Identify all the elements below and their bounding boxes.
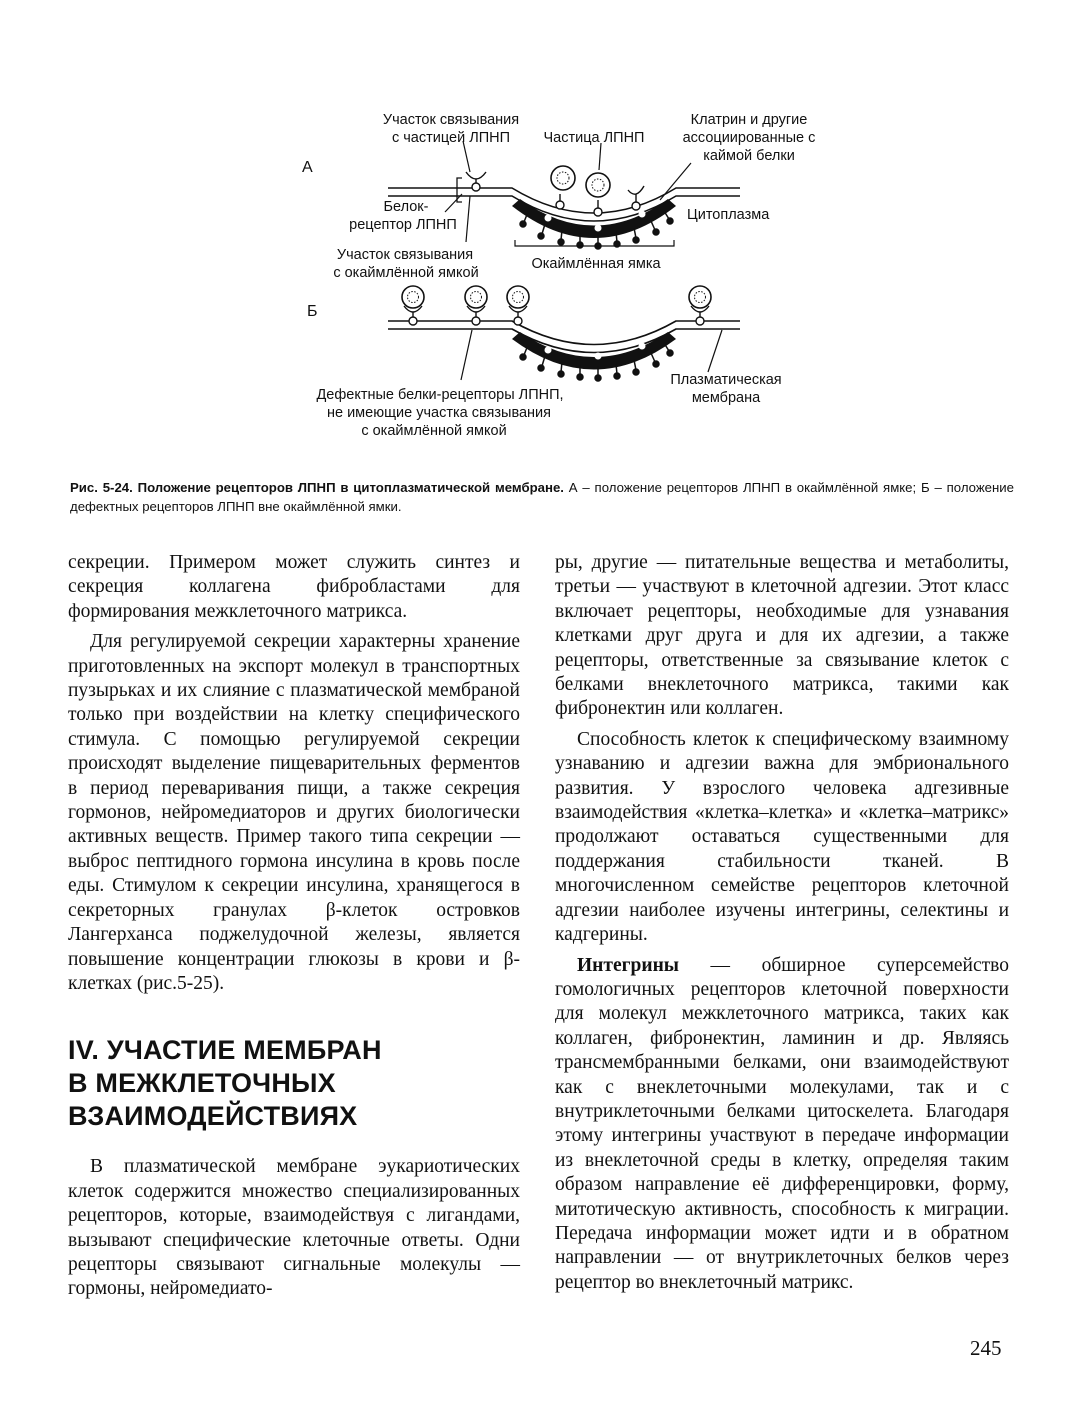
coated-pit-coat-b — [512, 332, 676, 370]
label-binding-site-pit-2: с окаймлённой ямкой — [333, 265, 479, 281]
label-clathrin-1: Клатрин и другие — [690, 112, 808, 128]
right-paragraph-1: ры, другие — питательные вещества и метаболиты, третьи — участвуют в клеточной адгезии. Этот класс включает рецепторы, необходимые для узнавания клетками друг друга и для их адгезии, а также рецепторы, ответственные за связывание клеток с белками внеклеточного матрикса, такими как фибронектин или коллаген. — [555, 552, 1009, 720]
caption-title: Рис. 5-24. Положение рецепторов ЛПНП в цитоплазматической мембране. — [70, 480, 564, 495]
figure-caption — [70, 478, 1014, 516]
panel-b-letter: Б — [307, 303, 318, 320]
panel-a-letter: А — [302, 159, 313, 176]
left-paragraph-1: секреции. Примером может служить синтез и секреция коллагена фибробластами для формирования межклеточного матрикса. — [68, 552, 520, 622]
section-heading — [68, 1034, 520, 1133]
left-paragraph-3: В плазматической мембране эукариотических клеток содержится множество специализированных рецепторов, которые, взаимодействуя с лигандами, вызывают специфические клеточные ответы. Одни рецепторы связывают сигнальные молекулы — гормоны, нейромедиато- — [68, 1156, 520, 1300]
label-binding-site-ldl-2: с частицей ЛПНП — [391, 130, 511, 146]
label-cytoplasm: Цитоплазма — [687, 207, 770, 223]
right-paragraph-2: Способность клеток к специфическому взаимному узнаванию и адгезии важна для эмбрионального развития. У взрослого человека адгезивные взаимодействия «клетка–клетка» и «клетка–матрикс» продолжают оставаться существенными для поддержания стабильности тканей. В многочисленном семействе рецепторов клеточной адгезии наиболее изучены интегрины, селектины и кадгерины. — [555, 728, 1009, 946]
label-coated-pit: Окаймлённая ямка — [531, 256, 661, 272]
label-defective-1: Дефектные белки-рецепторы ЛПНП, — [316, 387, 564, 403]
left-paragraph-2: Для регулируемой секреции характерны хранение приготовленных на экспорт молекул в транспортных пузырьках и их слияние с плазматической мембраной только при воздействии на клетку специфического стимула. С помощью регулируемой секреции происходят выделение пищеварительных ферментов в период переваривания пищи, а также секреция гормонов, нейромедиаторов и других биологически активных веществ. Пример такого типа секреции — выброс пептидного гормона инсулина в кровь после еды. Стимулом к секреции инсулина, хранящегося в секреторных гранулах β-клеток островков Лангерханса поджелудочной железы, является повышение концентрации глюкозы в крови и β-клетках (рис.5-25). — [68, 631, 520, 994]
label-defective-3: с окаймлённой ямкой — [361, 423, 507, 439]
label-defective-2: не имеющие участка связывания — [326, 405, 552, 421]
label-clathrin-3: каймой белки — [703, 148, 795, 164]
label-plasma-membrane-2: мембрана — [691, 390, 761, 406]
integrins-term: Интегрины — [577, 954, 680, 976]
heading-line-1: IV. УЧАСТИЕ МЕМБРАН — [68, 1035, 382, 1066]
membrane-b — [388, 321, 740, 353]
label-ldl-particle: Частица ЛПНП — [543, 130, 645, 146]
defective-receptors-b — [404, 306, 709, 325]
coated-pit-coat-a — [512, 199, 676, 238]
caption-text: А – положение рецепторов ЛПНП в окаймлённой ямке; Б – положение дефектных рецепторов ЛПНП вне окаймлённой ямки. — [70, 480, 1014, 514]
right-paragraph-3 — [555, 954, 1009, 1296]
figure-ldl-receptors — [0, 0, 1077, 470]
right-column — [555, 551, 1009, 1295]
ldl-particles-a — [551, 166, 610, 197]
label-receptor-2: рецептор ЛПНП — [349, 217, 457, 233]
label-binding-site-ldl-1: Участок связывания — [382, 112, 520, 128]
heading-line-2: В МЕЖКЛЕТОЧНЫХ — [68, 1068, 336, 1099]
label-receptor-1: Белок- — [383, 199, 429, 215]
right-paragraph-3-text: — обширное суперсемейство гомологичных рецепторов клеточной поверхности для молекул межклеточного матрикса, таких как коллаген, фибронектин, ламинин и др. Являясь трансмембранными белками, они взаимодействуют как с внеклеточными молекулами, так и с внутриклеточными белками цитоскелета. Благодаря этому интегрины участвуют в передаче информации из внеклеточной среды в клетку, определяя таким образом направление её дифференцировки, форму, митотическую активность, способность к миграции. Передача информации может идти и в обратном направлении — от внутриклеточных белков через рецептор во внеклеточный матрикс. — [555, 954, 1009, 1293]
label-clathrin-2: ассоциированные с — [682, 130, 816, 146]
page-number: 245 — [970, 1336, 1002, 1360]
heading-line-3: ВЗАИМОДЕЙСТВИЯХ — [68, 1101, 358, 1132]
left-column — [68, 551, 520, 1302]
label-binding-site-pit-1: Участок связывания — [336, 247, 474, 263]
label-plasma-membrane-1: Плазматическая — [670, 372, 782, 388]
ldl-particles-b — [402, 286, 711, 308]
